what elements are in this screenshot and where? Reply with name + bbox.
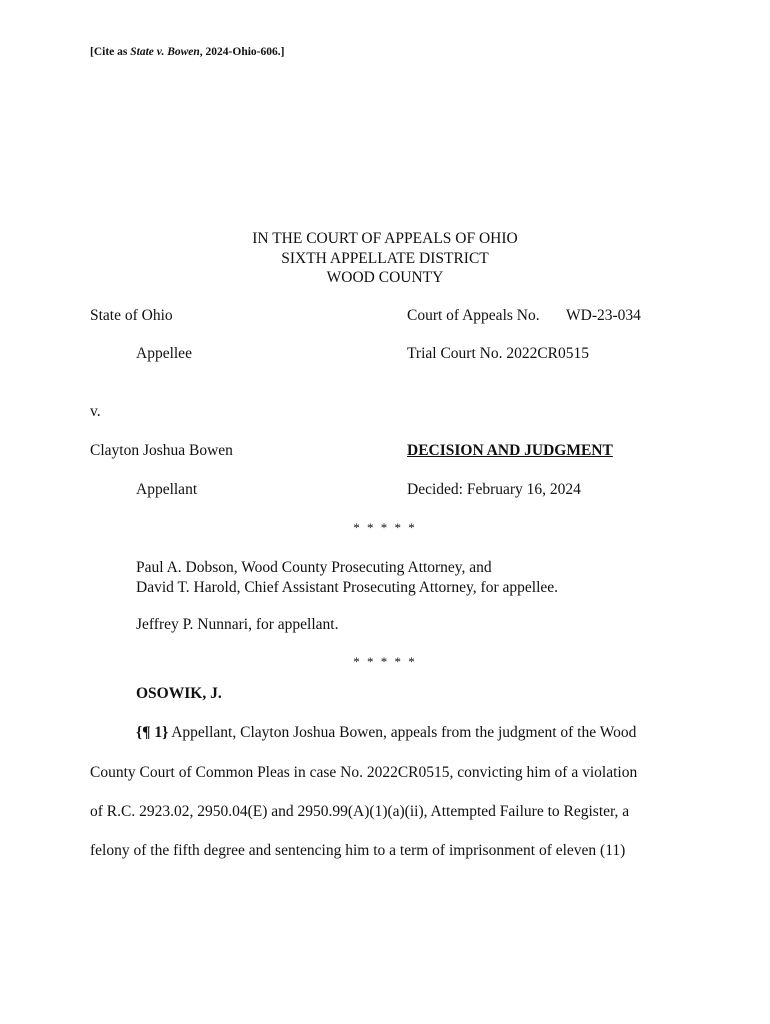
decided-date: Decided: February 16, 2024 bbox=[407, 481, 581, 498]
appellee-counsel bbox=[136, 558, 558, 598]
opinion-line-3: of R.C. 2923.02, 2950.04(E) and 2950.99(A)(1)(a)(ii), Attempted Failure to Register, a bbox=[90, 803, 630, 820]
court-county: WOOD COUNTY bbox=[326, 269, 444, 286]
appeals-number-value: WD-23-034 bbox=[566, 307, 641, 324]
appellant-counsel: Jeffrey P. Nunnari, for appellant. bbox=[136, 616, 339, 633]
appellant-role: Appellant bbox=[136, 481, 198, 498]
appellant-name: Clayton Joshua Bowen bbox=[90, 442, 233, 459]
opinion-line-1-text: Appellant, Clayton Joshua Bowen, appeals from the judgment of the Wood bbox=[168, 724, 637, 741]
appellee-name: State of Ohio bbox=[90, 307, 173, 324]
opinion-line-1 bbox=[136, 724, 636, 742]
appellee-counsel-line1: Paul A. Dobson, Wood County Prosecuting Attorney, and bbox=[136, 559, 492, 576]
trial-court-number: Trial Court No. 2022CR0515 bbox=[407, 345, 590, 362]
citation-case-name: State v. Bowen bbox=[130, 46, 200, 58]
appellee-role: Appellee bbox=[136, 345, 192, 362]
citation-prefix: [Cite as bbox=[90, 46, 131, 58]
appellee-counsel-line2: David T. Harold, Chief Assistant Prosecuting Attorney, for appellee. bbox=[136, 579, 559, 596]
judge-name: OSOWIK, J. bbox=[136, 685, 222, 702]
paragraph-marker: {¶ 1} bbox=[136, 724, 169, 741]
citation-suffix: , 2024-Ohio-606.] bbox=[199, 46, 285, 58]
decision-title: DECISION AND JUDGMENT bbox=[407, 442, 613, 459]
opinion-line-4: felony of the fifth degree and sentencing him to a term of imprisonment of eleven (11) bbox=[90, 842, 626, 859]
versus: v. bbox=[90, 403, 101, 420]
opinion-line-2: County Court of Common Pleas in case No. 2022CR0515, convicting him of a violation bbox=[90, 764, 638, 781]
appeals-number-label: Court of Appeals No. bbox=[407, 307, 540, 324]
citation bbox=[90, 46, 284, 58]
separator-top: * * * * * bbox=[353, 520, 417, 535]
separator-bottom: * * * * * bbox=[353, 654, 417, 669]
court-name: IN THE COURT OF APPEALS OF OHIO bbox=[252, 230, 518, 247]
court-header bbox=[0, 229, 770, 288]
court-district: SIXTH APPELLATE DISTRICT bbox=[281, 249, 489, 267]
